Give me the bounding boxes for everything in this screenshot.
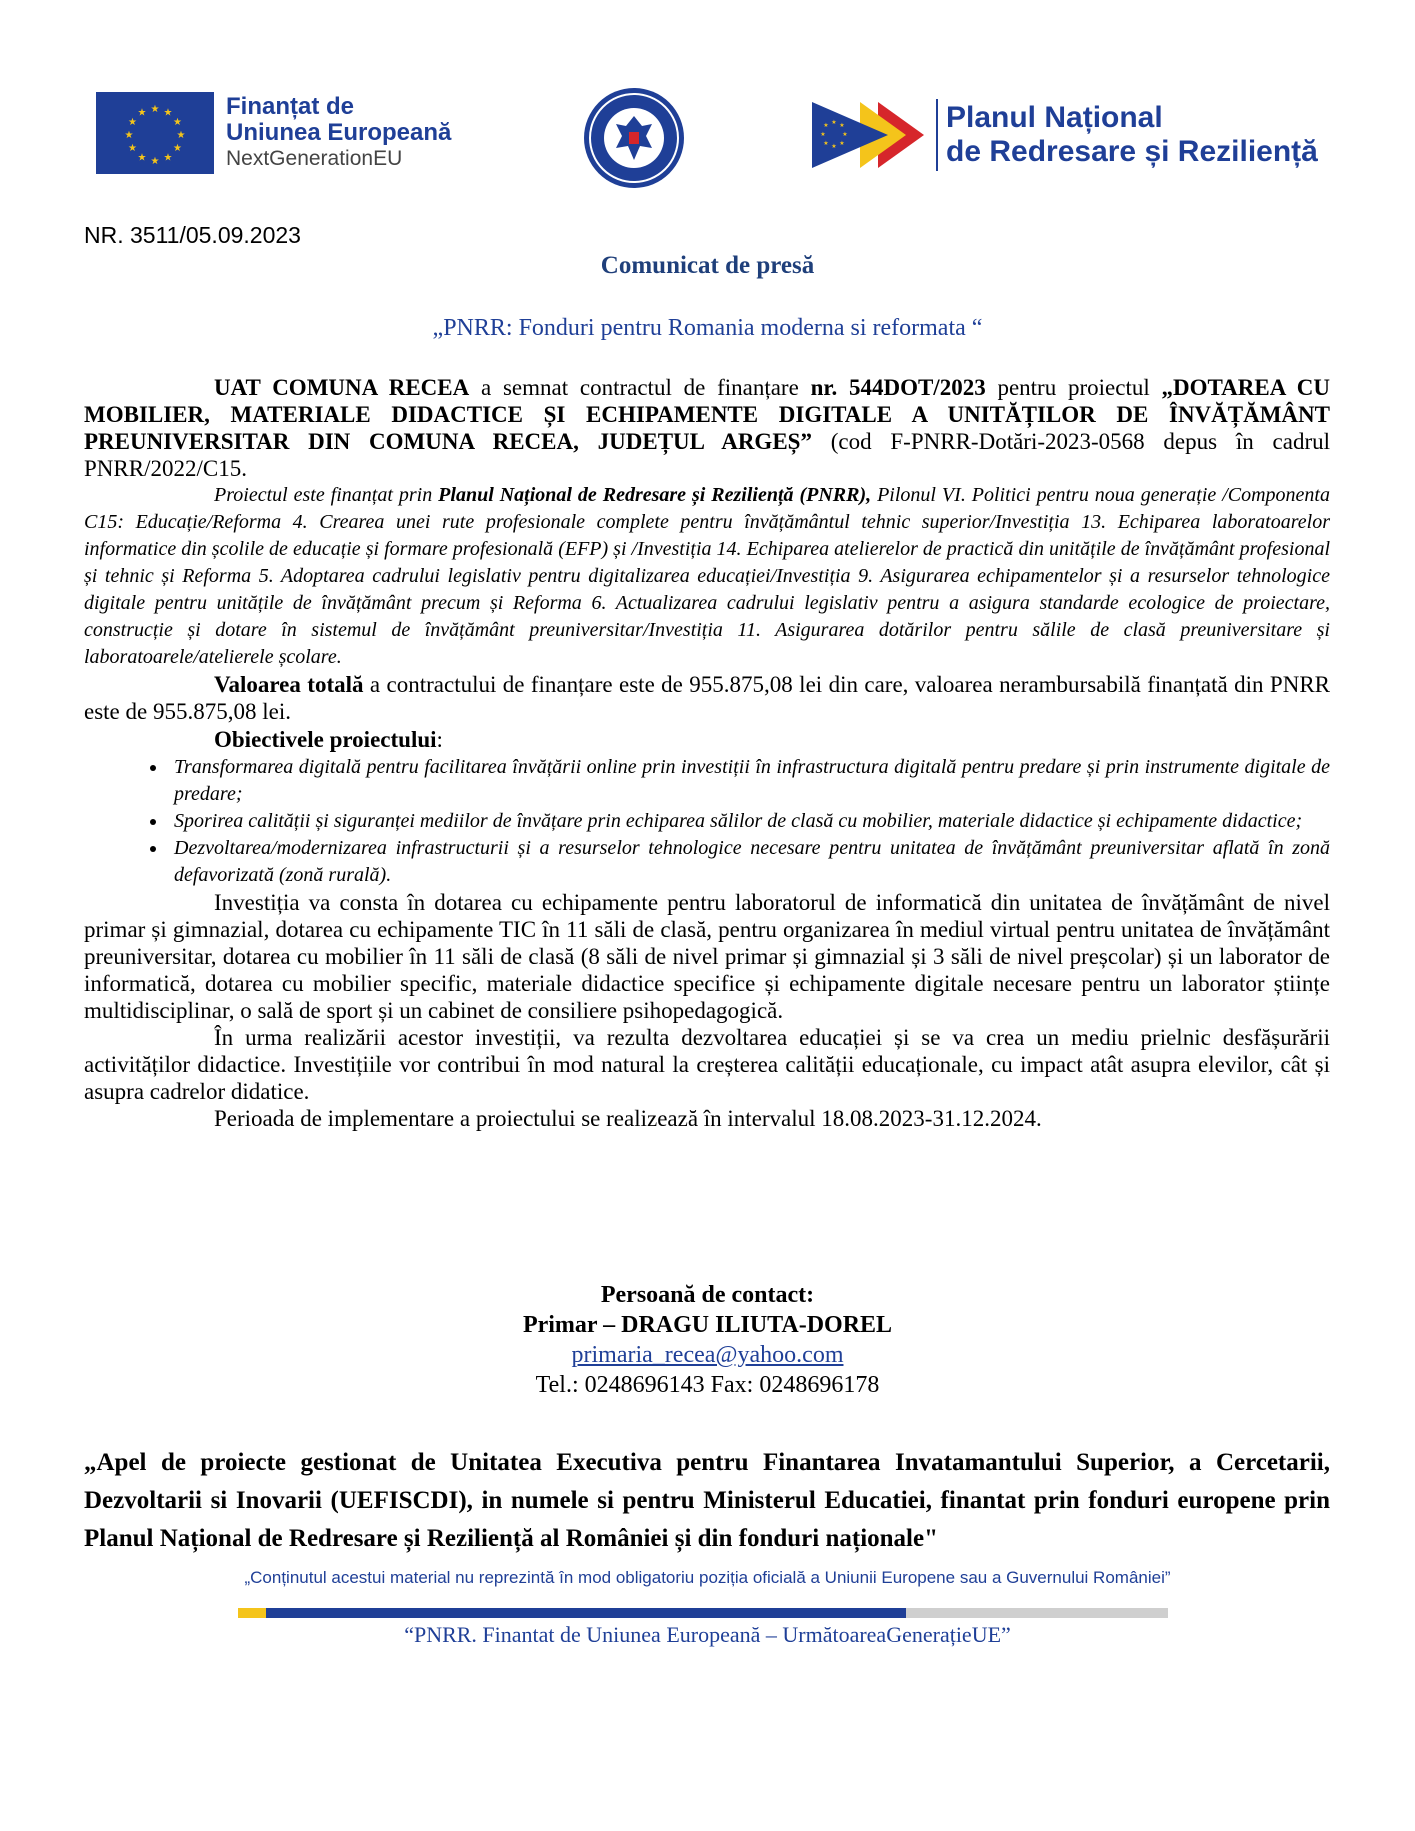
svg-text:★: ★ [173, 143, 182, 154]
contact-name: Primar – DRAGU ILIUTA-DOREL [522, 1312, 893, 1338]
svg-text:★: ★ [176, 130, 186, 141]
pnrr-logo-line1: Planul Național [946, 101, 1163, 134]
eu-funding-logo [96, 92, 451, 174]
svg-text:★: ★ [823, 140, 829, 147]
list-item: • Sporirea calității și siguranței mediilor de învățare prin echiparea sălilor de clasă cu mobilier, materiale didactice și echipamente didactice; [168, 808, 1330, 835]
pnrr-logo [812, 98, 1318, 172]
project-title: „DOTAREA CU MOBILIER, MATERIALE DIDACTICE ȘI ECHIPAMENTE DIGITALE A UNITĂȚILOR DE ÎNVĂȚĂMÂNT PREUNIVERSITAR DIN COMUNA RECEA, JUDEȚUL ARGEȘ” [84, 375, 1331, 454]
paragraph-results: În urma realizării acestor investiții, va rezulta dezvoltarea educației și se va crea un mediu prielnic desfășurării activităților didactice. Investițiile vor contribui în mod natural la creșterea calității educaționale, cu impact atât asupra elevilor, cât și asupra cadrelor didatice. [84, 1025, 1330, 1104]
svg-text:★: ★ [842, 131, 848, 138]
contact-email-link[interactable]: primaria_recea@yahoo.com [571, 1342, 844, 1368]
list-item: • Dezvoltarea/modernizarea infrastructurii și a resurselor tehnologice necesare pentru unitatea de învățământ preuniversitar aflată în zonă defavorizată (zonă rurală). [168, 835, 1330, 889]
svg-text:★: ★ [128, 117, 137, 128]
list-item: • Transformarea digitală pentru facilitarea învățării online prin investiții în infrastructura digitală pentru predare și prin instrumente digitale de predare; [168, 754, 1330, 808]
footer-color-bar [238, 1608, 1168, 1618]
paragraph-value: Valoarea totală a contractului de finanțare este de 955.875,08 lei din care, valoarea nerambursabilă finanțată din PNRR este de 955.875,08 lei. [84, 672, 1331, 724]
paragraph-contract: UAT COMUNA RECEA a semnat contractul de finanțare nr. 544DOT/2023 pentru proiectul „DOTAREA CU MOBILIER, MATERIALE DIDACTICE ȘI ECHIPAMENTE DIGITALE A UNITĂȚILOR DE ÎNVĂȚĂMÂNT PREUNIVERSITAR DIN COMUNA RECEA, JUDEȚUL ARGEȘ” (cod F-PNRR-Dotări-2023-0568 depus în cadrul PNRR/2022/C15. [84, 375, 1331, 481]
svg-text:★: ★ [150, 104, 160, 115]
svg-text:★: ★ [137, 152, 147, 164]
svg-text:★: ★ [150, 156, 160, 167]
page-title: Comunicat de presă [600, 252, 815, 279]
eu-flag-icon [96, 92, 214, 174]
romanian-government-seal-icon [582, 86, 686, 190]
contact-phone: Tel.: 0248696143 Fax: 0248696178 [535, 1372, 880, 1398]
beneficiary-name: UAT COMUNA RECEA [214, 375, 470, 400]
eu-logo-line3: NextGenerationEU [226, 147, 403, 170]
contact-block [0, 1280, 1415, 1400]
svg-text:★: ★ [839, 140, 845, 147]
svg-text:★: ★ [839, 122, 845, 129]
paragraph-financing: Proiectul este finanțat prin Planul Național de Redresare și Reziliență (PNRR), Pilonul VI. Politici pentru noua generație /Componenta C15: Educație/Reforma 4. Crearea unei rute profesionale complete pentru învățământul tehnic superior/Investiția 13. Echiparea laboratoarelor informatice din școlile de educație și formare profesională (EFP) și /Investiția 14. Echiparea atelierelor de practică din unitățile de învățământ profesional și tehnic și Reforma 5. Adoptarea cadrului legislativ pentru digitalizarea educației/Investiția 9. Asigurarea echipamentelor și a resurselor tehnologice digitale pentru unitățile de învățământ precum și Reforma 6. Actualizarea cadrului legislativ pentru a asigura standarde ecologice de proiectare, construcție și dotare în sistemul de învățământ preuniversitar/Investiția 11. Asigurarea dotărilor pentru sălile de clasă preuniversitare și laboratoarele/atelierele școlare. [84, 484, 1330, 668]
pnrr-logo-line2: de Redresare și Reziliență [946, 135, 1318, 168]
svg-text:★: ★ [831, 119, 837, 126]
page-subtitle: „PNRR: Fonduri pentru Romania moderna si reformata “ [432, 315, 983, 341]
pnrr-arrow-icon [812, 98, 930, 172]
document-number: NR. 3511/05.09.2023 [84, 222, 301, 248]
objectives-heading: Obiectivele proiectului: [214, 727, 443, 752]
svg-text:★: ★ [128, 143, 137, 154]
contact-heading: Persoană de contact: [600, 1282, 815, 1308]
svg-text:★: ★ [163, 152, 173, 164]
svg-text:★: ★ [820, 131, 826, 138]
eu-logo-line1: Finanțat de [226, 93, 355, 120]
svg-text:★: ★ [173, 117, 182, 128]
svg-text:★: ★ [163, 107, 173, 119]
svg-text:★: ★ [137, 107, 147, 119]
press-release-body [84, 374, 1330, 1132]
call-statement: „Apel de proiecte gestionat de Unitatea Executiva pentru Finantarea Invatamantului Superior, a Cercetarii, Dezvoltarii si Inovarii (UEFISCDI), in numele si pentru Ministerul Educatiei, finantat prin fonduri europene prin Planul Național de Redresare și Reziliență al României și din fonduri naționale" [84, 1449, 1330, 1552]
svg-text:★: ★ [831, 143, 837, 150]
paragraph-period: Perioada de implementare a proiectului se realizează în intervalul 18.08.2023-31.12.2024. [214, 1106, 1042, 1131]
footer-tagline: “PNRR. Finantat de Uniunea Europeană – UrmătoareaGenerațieUE” [404, 1622, 1011, 1647]
contract-number: nr. 544DOT/2023 [810, 375, 986, 400]
svg-text:★: ★ [124, 130, 134, 141]
eu-logo-line2: Uniunea Europeană [226, 119, 452, 146]
svg-text:★: ★ [823, 122, 829, 129]
paragraph-investment: Investiția va consta în dotarea cu echipamente pentru laboratorul de informatică din unitatea de învățământ de nivel primar și gimnazial, dotarea cu echipamente TIC în 11 săli de clasă, pentru organizarea în mediul virtual pentru unitatea de învățământ preuniversitar, dotarea cu mobilier în 11 săli de clasă (8 săli de nivel primar și gimnazial și 3 săli de nivel preșcolar) și un laborator de informatică, dotarea cu mobilier specific, materiale didactice specifice și echipamente digitale necesare pentru un laborator științe multidisciplinar, o sală de sport și un cabinet de consiliere psihopedagogică. [84, 890, 1330, 1023]
objectives-list [84, 754, 1330, 889]
disclaimer: „Conținutul acestui material nu reprezintă în mod obligatoriu poziția oficială a Uniunii Europene sau a Guvernului României” [244, 1568, 1171, 1587]
